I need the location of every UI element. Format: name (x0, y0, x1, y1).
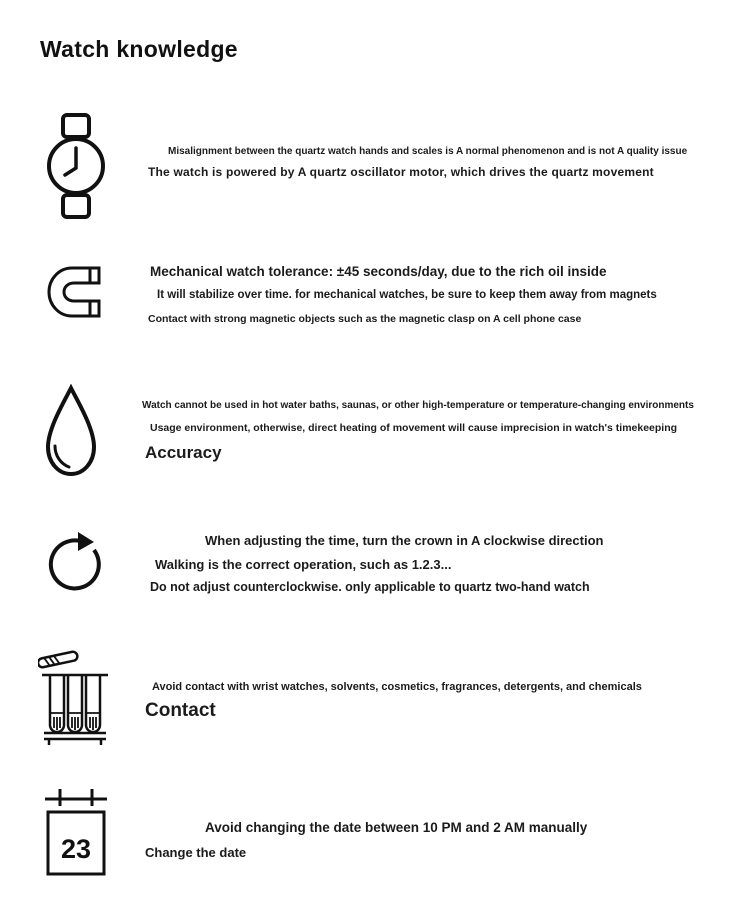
section-text-line: Change the date (145, 845, 247, 860)
section-text-line: Misalignment between the quartz watch hands and scales is A normal phenomenon and is not A quality issue (168, 146, 688, 157)
section-text-line: When adjusting the time, turn the crown in A clockwise direction (205, 533, 604, 548)
section-text-line: Do not adjust counterclockwise. only applicable to quartz two-hand watch (150, 580, 590, 594)
section-text-line: Contact with strong magnetic objects such as the magnetic clasp on A cell phone case (148, 313, 582, 325)
section-heading: Contact (145, 700, 216, 721)
section-text-line: Walking is the correct operation, such as 1.2.3... (155, 557, 452, 572)
calendar-day-number: 23 (60, 834, 92, 864)
section-text-line: Avoid changing the date between 10 PM and 2 AM manually (205, 820, 588, 835)
section-text-line: It will stabilize over time. for mechanical watches, be sure to keep them away from magnets (157, 289, 657, 301)
calendar-icon (45, 788, 107, 876)
water-drop-icon (42, 384, 100, 485)
section-text-line: The watch is powered by A quartz oscillator motor, which drives the quartz movement (148, 165, 654, 179)
page-title: Watch knowledge (40, 36, 238, 62)
section-text-line: Mechanical watch tolerance: ±45 seconds/day, due to the rich oil inside (150, 264, 607, 279)
section-text-line: Avoid contact with wrist watches, solvents, cosmetics, fragrances, detergents, and chemicals (152, 681, 642, 693)
section-heading: Accuracy (145, 443, 222, 462)
magnet-icon (45, 264, 105, 325)
clockwise-arrow-icon (44, 522, 108, 601)
watch-icon (45, 113, 107, 224)
section-text-line: Watch cannot be used in hot water baths, saunas, or other high-temperature or temperature-changing environments (142, 400, 694, 411)
section-text-line: Usage environment, otherwise, direct heating of movement will cause imprecision in watch's timekeeping (150, 422, 678, 434)
test-tubes-icon (38, 645, 112, 752)
